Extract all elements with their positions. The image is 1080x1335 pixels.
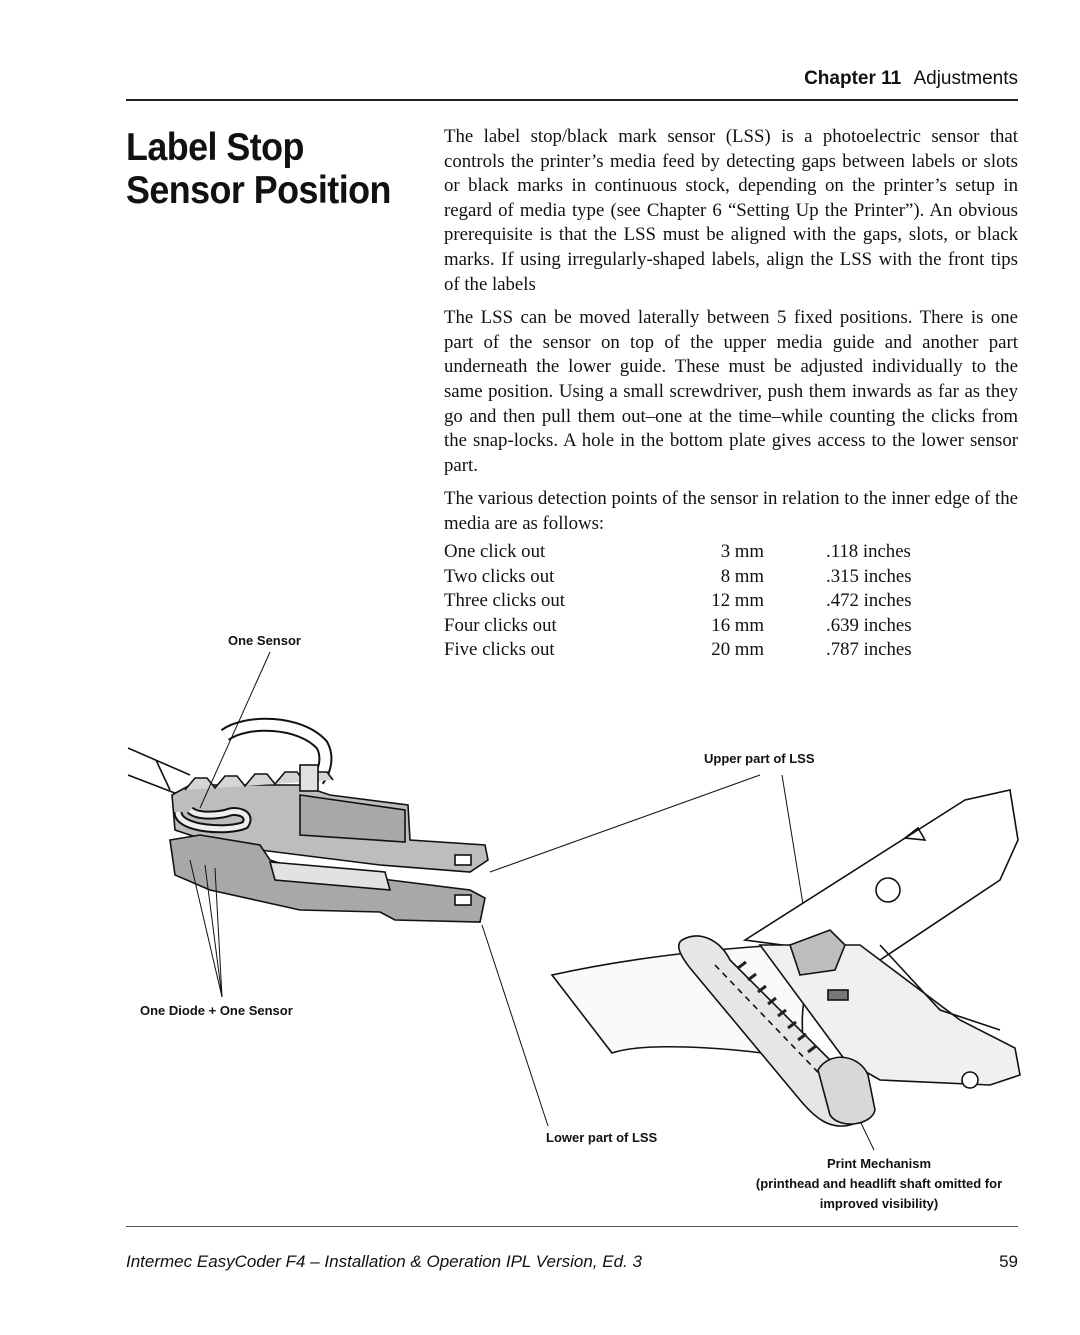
clicks-cell: One click out <box>444 541 546 562</box>
label-one-sensor: One Sensor <box>228 633 301 648</box>
label-one-diode-one-sensor: One Diode + One Sensor <box>140 1003 293 1018</box>
footer-rule <box>126 1226 1018 1227</box>
print-mechanism-note: (printhead and headlift shaft omitted for <box>755 1176 1003 1191</box>
label-upper-part: Upper part of LSS <box>704 751 815 766</box>
mm-cell: 8 mm <box>720 565 764 587</box>
page-number: 59 <box>999 1252 1018 1271</box>
mm-cell: 3 mm <box>720 541 764 562</box>
label-lower-part: Lower part of LSS <box>546 1130 658 1145</box>
inches-cell: .118 inches <box>826 541 911 562</box>
inches-cell: .472 inches <box>826 590 912 612</box>
label-print-mechanism <box>740 1154 1018 1214</box>
mm-cell: 16 mm <box>711 614 764 636</box>
clicks-cell: Five clicks out <box>444 639 555 661</box>
paragraph: The label stop/black mark sensor (LSS) is a photoelectric sensor that controls the printer’s media feed by detecting gaps between labels or slots or black marks in continuous stock, depending on the printer’s setup in regard of media type (see Chapter 6 “Setting Up the Printer”). An obvious prerequisite is that the LSS must be aligned with the gaps, slots, or black marks. If using irregularly-shaped labels, align the LSS with the front tips of the labels <box>444 126 1018 295</box>
print-mechanism <box>552 790 1020 1126</box>
chapter-title: Adjustments <box>913 68 1018 89</box>
clicks-cell: Two clicks out <box>444 565 555 587</box>
mm-cell: 20 mm <box>711 639 764 661</box>
clicks-cell: Four clicks out <box>444 614 557 636</box>
inches-cell: .639 inches <box>826 614 912 636</box>
section-title: Label Stop Sensor Position <box>126 126 391 212</box>
paragraph: The various detection points of the sensor in relation to the inner edge of the media are as follows: <box>444 488 1018 534</box>
sensor-closeup <box>128 725 488 922</box>
footer-text: Intermec EasyCoder F4 – Installation & Operation IPL Version, Ed. 3 <box>126 1252 642 1271</box>
chapter-number: Chapter 11 <box>804 68 902 89</box>
paragraph: The LSS can be moved laterally between 5 fixed positions. There is one part of the sensor on top of the upper media guide and another part underneath the lower guide. These must be adjusted individually to the same position. Using a small screwdriver, push them inwards as far as they go and then pull them out–one at the time–while counting the clicks from the snap-locks. A hole in the bottom plate gives access to the lower sensor part. <box>444 307 1018 476</box>
inches-cell: .315 inches <box>826 565 912 587</box>
mm-cell: 12 mm <box>711 590 764 612</box>
inches-cell: .787 inches <box>826 639 912 661</box>
clicks-cell: Three clicks out <box>444 590 565 612</box>
print-mechanism-note: improved visibility) <box>819 1196 939 1211</box>
print-mechanism-title: Print Mechanism <box>826 1156 932 1171</box>
